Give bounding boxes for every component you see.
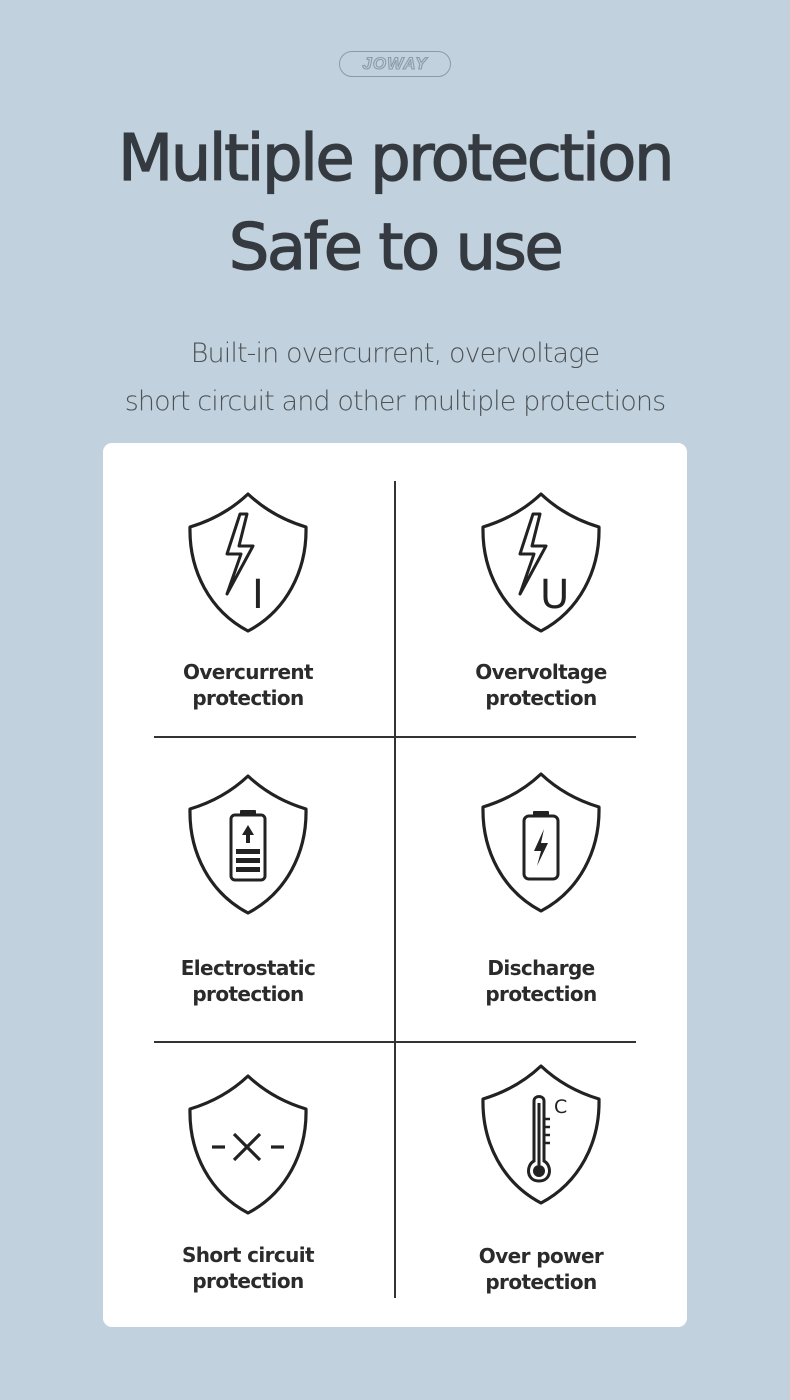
feature-label-line2: protection	[192, 1269, 304, 1293]
feature-electrostatic	[103, 738, 393, 1033]
feature-label	[396, 955, 686, 1007]
feature-label	[103, 659, 393, 711]
brand-logo-text: JOWAY	[362, 54, 428, 73]
page-title-line2: Safe to use	[228, 211, 562, 285]
shield-lightning-current-icon	[185, 491, 311, 641]
feature-label-line2: protection	[485, 982, 597, 1006]
feature-label-line2: protection	[485, 686, 597, 710]
shield-thermometer-icon	[478, 1063, 604, 1213]
celsius-symbol: C	[554, 1096, 568, 1118]
feature-overcurrent	[103, 443, 393, 738]
feature-label-line1: Overcurrent	[182, 660, 314, 684]
feature-short-circuit	[103, 1043, 393, 1338]
subtitle-line1: Built-in overcurrent, overvoltage	[190, 338, 600, 369]
current-symbol: I	[252, 572, 264, 618]
feature-label-line2: protection	[485, 1270, 597, 1294]
shield-lightning-voltage-icon	[478, 491, 604, 641]
brand-logo	[339, 51, 451, 77]
shield-battery-bolt-icon	[478, 771, 604, 921]
feature-label	[396, 659, 686, 711]
feature-label-line1: Electrostatic	[180, 956, 316, 980]
feature-label-line1: Overvoltage	[475, 660, 607, 684]
feature-label-line2: protection	[192, 982, 304, 1006]
feature-label-line1: Discharge	[487, 956, 595, 980]
subtitle-line2: short circuit and other multiple protections	[124, 386, 666, 417]
feature-label	[396, 1243, 686, 1295]
feature-discharge	[396, 738, 686, 1033]
feature-overvoltage	[396, 443, 686, 738]
feature-over-power	[396, 1043, 686, 1338]
feature-label	[103, 955, 393, 1007]
protection-card	[103, 443, 687, 1327]
shield-x-icon	[185, 1073, 311, 1223]
feature-label-line2: protection	[192, 686, 304, 710]
feature-label-line1: Short circuit	[181, 1243, 315, 1267]
voltage-symbol: U	[540, 572, 570, 618]
feature-label	[103, 1242, 393, 1294]
shield-battery-charging-icon	[185, 773, 311, 923]
page-title-line1: Multiple protection	[118, 122, 672, 196]
feature-label-line1: Over power	[478, 1244, 604, 1268]
